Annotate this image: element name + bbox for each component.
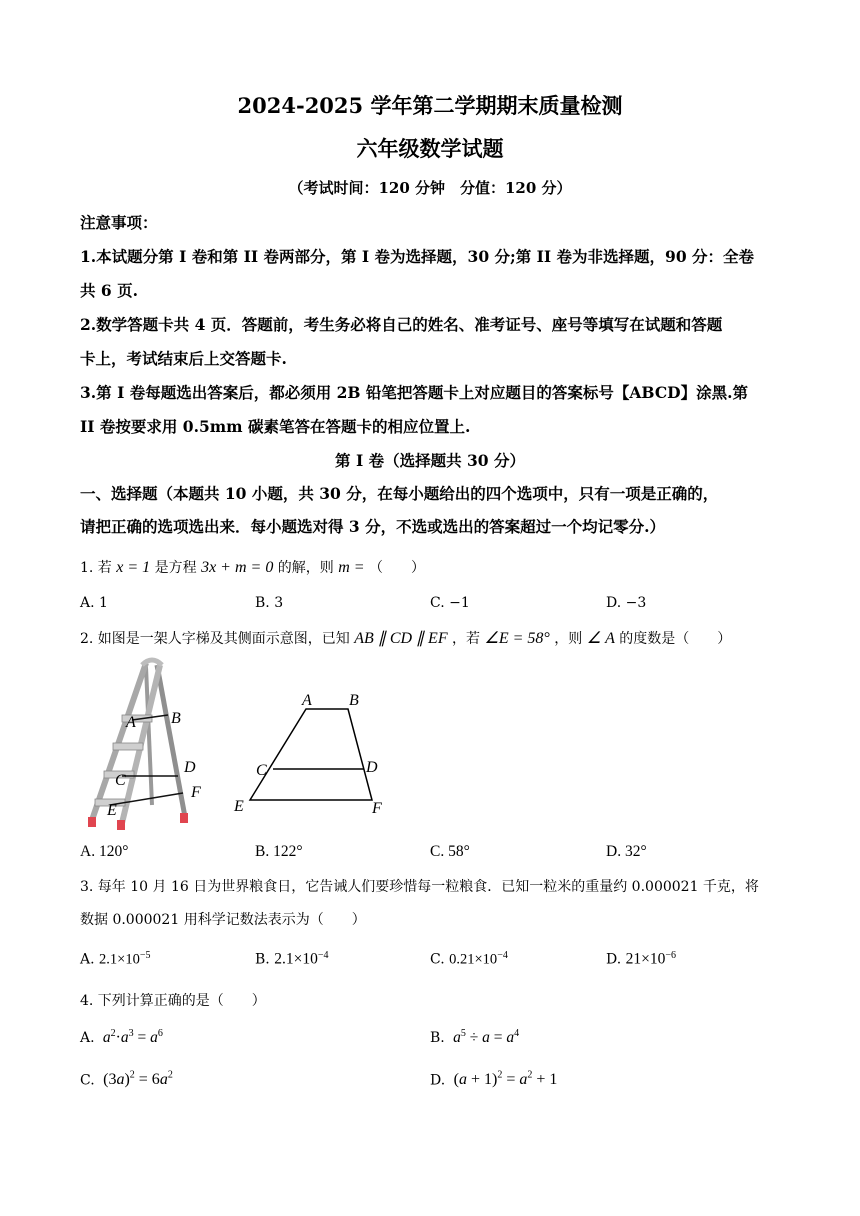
q1-text-2: 是方程 (154, 560, 197, 576)
q3-option-a-base: 2.1×10 (99, 951, 140, 968)
section-instructions-b: 请把正确的选项选出来．每小题选对得 3 分，不选或选出的答案超过一个均记零分.） (80, 517, 665, 536)
diagram-label-d: D (366, 759, 378, 776)
q3-option-c-base: 0.21×10 (449, 951, 498, 968)
photo-label-b: B (171, 710, 181, 727)
question-4-stem: 4. 下列计算正确的是（ ） (80, 993, 266, 1009)
photo-label-e: E (107, 802, 117, 819)
notice-heading: 注意事项： (80, 213, 158, 232)
exam-info: （考试时间：120 分钟 分值：120 分） (288, 179, 572, 197)
trapezoid-diagram (228, 685, 398, 825)
q3-option-d-base: 21×10 (625, 950, 666, 968)
q1-option-a: A. 1 (80, 595, 108, 611)
q4-option-b (430, 1028, 519, 1047)
q3-option-a-label: A. (80, 951, 95, 968)
q4-option-a (80, 1028, 163, 1047)
photo-label-d: D (184, 759, 196, 776)
q1-text-3: 的解，则 (277, 560, 334, 576)
notice-line-2a: 2.数学答题卡共 4 页．答题前，考生务必将自己的姓名、准考证号、座号等填写在试题和答题 (80, 315, 723, 334)
diagram-label-c: C (256, 762, 267, 779)
q3-option-a-exp: −5 (139, 950, 151, 961)
question-3-stem-b: 数据 0.000021 用科学记数法表示为（ ） (80, 912, 366, 928)
q3-option-b-base: 2.1×10 (274, 950, 318, 968)
q3-option-b (255, 950, 328, 969)
question-2-stem (80, 628, 731, 648)
q2-text-1: 2. 如图是一架人字梯及其侧面示意图，已知 (80, 631, 350, 647)
trapezoid-outline (250, 709, 372, 800)
q4-option-d-label: D. (430, 1072, 446, 1089)
q1-math-3: m = (338, 559, 365, 576)
notice-line-1a: 1.本试题分第 I 卷和第 II 卷两部分，第 I 卷为选择题，30 分;第 II 卷为非选择题，90 分：全卷 (80, 247, 755, 266)
ladder-photo (80, 655, 210, 835)
q4-option-a-label: A. (80, 1030, 95, 1047)
q4-option-c-label: C. (80, 1072, 95, 1089)
question-1-stem (80, 557, 425, 577)
q3-option-c-label: C. (430, 951, 445, 968)
q1-math-1: x = 1 (116, 559, 151, 576)
photo-label-c: C (115, 772, 126, 789)
ladder-step-2 (113, 743, 143, 750)
section-instructions-a: 一、选择题（本题共 10 小题，共 30 分，在每小题给出的四个选项中，只有一项是正确的， (80, 484, 719, 503)
notice-line-3a: 3.第 I 卷每题选出答案后，都必须用 2B 铅笔把答题卡上对应题目的答案标号【ABCD】涂黑.第 (80, 383, 748, 402)
q3-option-d-exp: −6 (665, 950, 677, 961)
q2-option-d: D. 32° (606, 843, 647, 860)
notice-line-1b: 共 6 页. (80, 281, 138, 300)
diagram-label-f: F (372, 800, 382, 817)
q2-math-3: ∠ A (586, 630, 615, 647)
q4-option-d-formula: $(a + 1)^2 = a^2 + 1$ (449, 1070, 558, 1089)
ladder-foot-1 (88, 817, 96, 827)
q4-option-d (430, 1070, 557, 1089)
q4-option-b-formula: $a^5 \div a = a^4$ (453, 1028, 520, 1047)
ladder-handle (142, 660, 162, 665)
q2-text-4: 的度数是（ ） (619, 631, 732, 647)
q1-math-2: 3x + m = 0 (201, 559, 274, 576)
q3-option-d (606, 950, 676, 969)
diagram-label-e: E (234, 798, 244, 815)
q3-option-b-exp: −4 (317, 950, 329, 961)
q1-text-1: 1. 若 (80, 560, 112, 576)
photo-label-f: F (191, 784, 201, 801)
q2-text-2: ，若 (452, 631, 481, 647)
q2-option-c: C. 58° (430, 843, 470, 860)
notice-line-3b: II 卷按要求用 0.5mm 碳素笔答在答题卡的相应位置上. (80, 417, 471, 436)
q4-option-c-formula: $(3a)^2 = 6a^2$ (99, 1070, 173, 1089)
ladder-rear-leg-left (146, 667, 152, 805)
q1-option-b: B. 3 (255, 595, 284, 611)
photo-label-a: A (126, 714, 136, 731)
q1-option-c: C. −1 (430, 595, 470, 611)
ladder-rear-leg-right (157, 665, 185, 817)
q2-option-b: B. 122° (255, 843, 303, 860)
diagram-label-a: A (302, 692, 312, 709)
q4-option-a-formula: $a^2\cdot a^3 = a^6$ (102, 1028, 163, 1047)
q2-option-a: A. 120° (80, 843, 129, 860)
q3-option-d-label: D. (606, 951, 622, 968)
q3-option-b-label: B. (255, 951, 270, 968)
q3-option-c (430, 950, 508, 969)
q2-text-3: ，则 (554, 631, 583, 647)
q2-math-2: ∠E = 58° (484, 630, 550, 647)
section-title: 第 I 卷（选择题共 30 分） (335, 451, 525, 470)
notice-line-2b: 卡上，考试结束后上交答题卡. (80, 349, 287, 368)
q1-text-4: （ ） (369, 560, 426, 576)
ladder-foot-3 (180, 813, 188, 823)
q3-option-a (80, 950, 150, 969)
ladder-front-rail-left (92, 663, 146, 820)
question-3-stem-a: 3. 每年 10 月 16 日为世界粮食日，它告诫人们要珍惜每一粒粮食．已知一粒米的重量约 0.000021 千克，将 (80, 879, 759, 895)
ladder-foot-2 (117, 820, 125, 830)
diagram-label-b: B (349, 692, 359, 709)
q1-option-d: D. −3 (606, 595, 647, 611)
exam-subtitle: 六年级数学试题 (356, 136, 504, 161)
q4-option-b-label: B. (430, 1030, 445, 1047)
q4-option-c (80, 1070, 173, 1089)
exam-title: 2024-2025 学年第二学期期末质量检测 (237, 93, 623, 118)
q2-math-1: AB ∥ CD ∥ EF (354, 630, 448, 647)
q3-option-c-exp: −4 (497, 950, 508, 961)
